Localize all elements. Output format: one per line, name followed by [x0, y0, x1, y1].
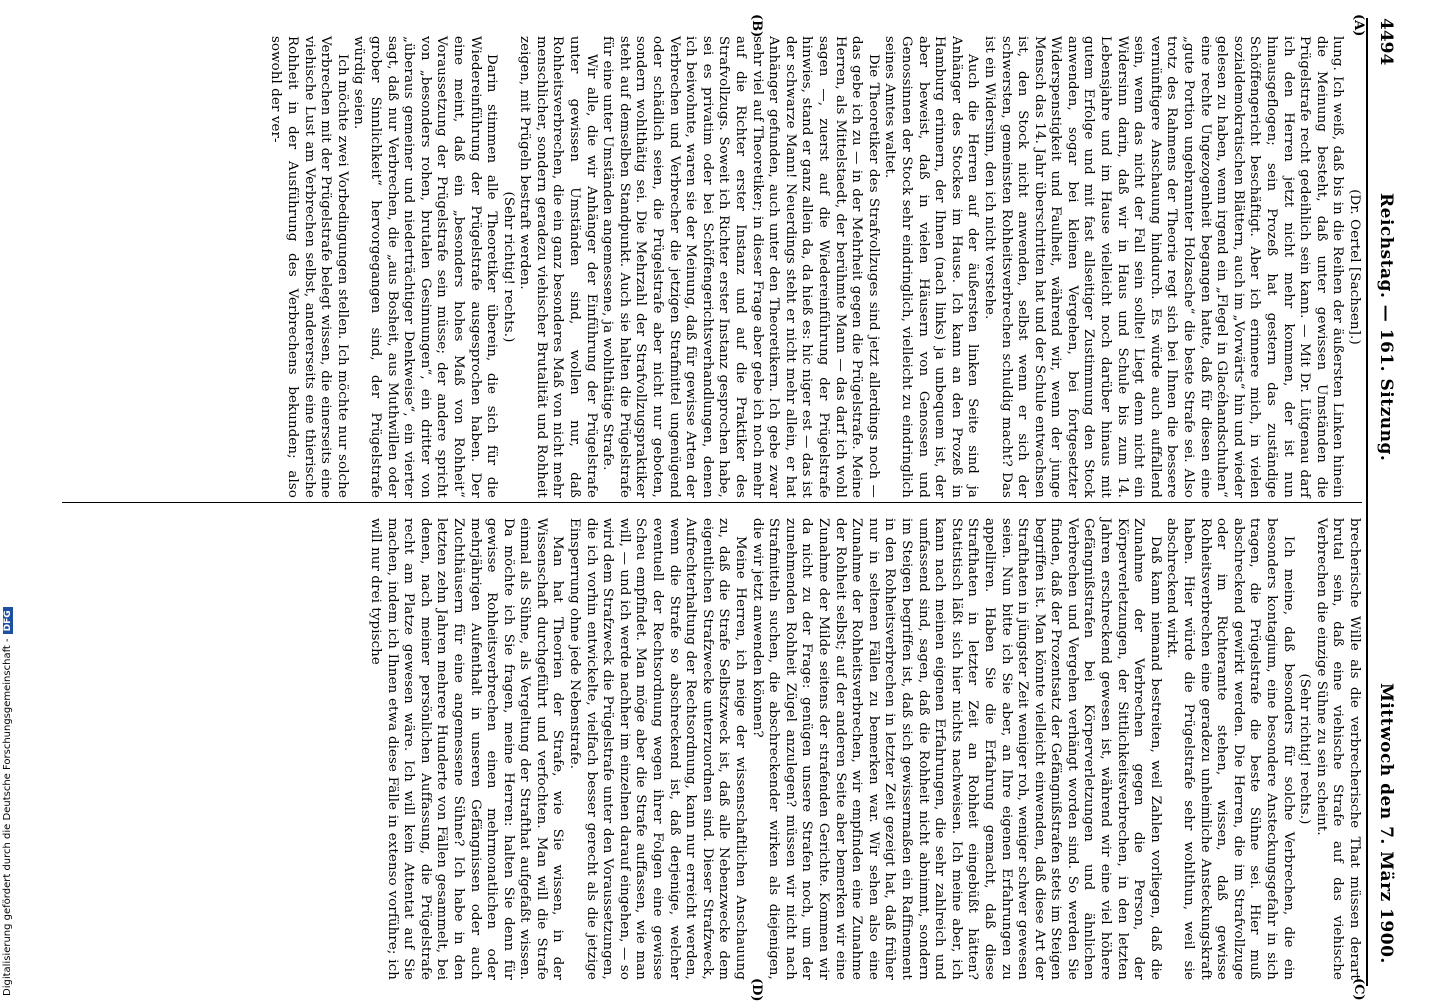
paragraph: Meine Herren, ich neige der wissenschaftlichen Anschauung zu, daß die Strafe Selbstzweck ist, daß alle Nebenzwecke dem eigentlichen Strafzwecke unterzuordnen sind. Dieser Strafzweck, Aufrechterhaltung der Rechtsordnung, kann nur erreicht werden, wenn die Strafe so abschreckend ist, daß derjenige, welcher eventuell der Rechtsordnung wegen ihrer Folgen eine gewisse Scheu empfindet. Man möge aber die Strafe auffassen, wie man will, — und ich werde nachher im einzelnen darauf eingehen, — so wird dem Strafzweck die Prügelstrafe unter den Voraussetzungen, die ich vorhin entwickelte, vielfach besser gerecht als die jetzige Einsperrung ohne jede Nebenstrafe. [567, 518, 749, 980]
dfg-logo: DFG [3, 607, 13, 634]
paragraph: Die Theoretiker des Strafvollzuges sind jetzt allerdings noch — das gebe ich zu — in der Mehrheit gegen die Prügelstrafe. Meine Herren, als Mittelstaedt, der berühmte Mann — das darf ich wohl sagen —, zuerst auf die Wiedereinführung der Prügelstrafe hinwies, stand er ganz allein da, da hieß es: hic niger est — das ist der schwarze Mann! Neuerdings steht er nicht mehr allein, er hat Anhänger gefunden, auch unter den Theoretikern. Ich gebe zwar sehr viel auf Theoretiker; in dieser Frage aber gebe ich noch mehr auf die Richter erster Instanz und auf die Praktiker des Strafvollzugs. Soweit ich Richter erster Instanz gesprochen habe, sei es privatim oder bei Schöffengerichtsverhandlungen, denen ich beiwohnte, waren sie der Meinung, daß für gewisse Arten der Verbrechen und Verbrecher die jetzigen Strafmittel ungenügend oder schädlich seien, die Prügelstrafe aber nicht nur geboten, sondern wohlthätig sei. Die Mehrzahl der Strafvollzugspraktiker steht auf demselben Standpunkt. Auch sie halten die Prügelstrafe für eine unter Umständen angemessene, ja wohlthätige Strafe. [600, 36, 881, 498]
paragraph: Wir alle, die wir Anhänger der Einführung der Prügelstrafe unter gewissen Umständen sind, wollen nur, daß Rohheitsverbrechen, die ein ganz besonderes Maß von nicht mehr menschlicher, sondern geradezu viehischer Brutalität und Rohheit zeigen, mit Prügeln bestraft werden. [517, 36, 599, 498]
credit-text: Digitalisierung gefördert durch die Deutsche Forschungsgemeinschaft - [2, 638, 13, 996]
paragraph: Daß kann niemand bestreiten, weil Zahlen vorliegen, daß die Zunahme der Verbrechen gegen die Person, der Körperverletzungen, der Sittlichkeitsverbrechen, in den letzten Jahren erschreckend gewesen ist, während wir eine viel höhere Gefängnißstrafen bei Körperverletzungen und ähnlichen Verbrechen und Vergehen verhängt worden sind. So werden Sie finden, daß der Prozentsatz der Gefängnißstrafen stets im Steigen begriffen ist. Man könnte vielleicht einwenden, daß diese Art der Strafthaten in jüngster Zeit weniger roh, weniger schwer gewesen seien. Nun bitte ich Sie aber, an Ihre eigenen Erfahrungen zu appelliren. Haben Sie die Erfahrung gemacht, daß diese Strafthaten in letzter Zeit an Rohheit eingebüßt hätten? Statistisch läßt sich hier nichts nachweisen. Ich meine aber, ich kann nach meinen eigenen Erfahrungen, die sehr zahlreich und umfassend sind, sagen, daß die Rohheit nicht abnimmt, sondern im Steigen begriffen ist, daß sich gewissermaßen ein Raffinement in den Rohheitsverbrechen in letzter Zeit gezeigt hat, daß früher nur in seltenen Fällen zu bemerken war. Wir sehen also eine Zunahme der Rohheitsverbrechen, wir empfinden eine Zunahme der Rohheit selbst; auf der anderen Seite aber bemerken wir eine Zunahme der Milde seitens der strafenden Gerichte. Kommen wir da nicht zu der Frage: genügen unsere Strafen noch, um der zunehmenden Rohheit Zügel anzulegen? müssen wir nicht nach Strafmitteln suchen, die abschreckender wirken als diejenigen, die wir jetzt anwenden können? [749, 518, 1163, 980]
right-column [366, 518, 1362, 980]
digitization-credit [2, 607, 13, 996]
speaker-line: (Dr. Oertel [Sachsen].) [1347, 189, 1362, 345]
paragraph: Auch die Herren auf der äußersten linken Seite sind ja Anhänger des Stockes im Hause. Ich kann an den Prozeß in Hamburg erinnern, der Ihnen (nach links) ja unbequem ist, der aber beweist, daß in vielen Häusern von Genossen und Genossinnen der Stock sehr eindringlich, vielleicht zu eindringlich seines Amtes waltet. [882, 36, 981, 498]
paragraph: Man hat Theorien der Strafe, wie Sie wissen, in der Wissenschaft durchgeführt und verfochten. Man will die Strafe einmal als Sühne, als Vergeltung der Strafthat aufgefaßt wissen. Da möchte ich Sie fragen, meine Herren: halten Sie denn für gewisse Rohheitsverbrechen einen mehrmonatlichen oder mehrjährigen Aufenthalt in unseren Gefängnissen oder auch Zuchthäusern für eine angemessene Sühne? Ich habe in den letzten zehn Jahren mehrere Hunderte von Fällen gesammelt, bei denen, nach meiner persönlichen Auffassung, die Prügelstrafe recht am Platze gewesen wäre. Ich will kein Attentat auf Sie machen, indem ich Ihnen etwa diese Fälle in extenso vorführe; ich will nur drei typische [367, 518, 566, 980]
paragraph: Ich möchte zwei Vorbedingungen stellen. Ich möchte nur solche Verbrechen mit der Prügelstrafe belegt wissen, die einerseits eine viehische Lust am Verbrechen selbst, andererseits eine thierische Rohheit in der Ausführung des Verbrechens bekunden; also sowohl der ver- [268, 36, 350, 498]
paragraph: brecherische Wille als die verbrecherische That müssen derart brutal sein, daß eine viehische Strafe auf das viehische Verbrechen die einzige Sühne zu sein scheint. [1313, 518, 1362, 980]
header-date: Mittwoch den 7. März 1900. [1376, 683, 1396, 964]
header-title: Reichstag. — 161. Sitzung. [1376, 193, 1396, 462]
interjection: (Sehr richtig! rechts.) [1297, 673, 1313, 825]
interjection: (Sehr richtig! rechts.) [500, 191, 516, 343]
column-divider [62, 502, 1362, 503]
margin-mark-b: (B) [749, 14, 764, 38]
margin-mark-d: (D) [749, 978, 764, 1002]
rotated-page [58, 14, 1398, 1002]
paragraph: Darin stimmen alle Theoretiker überein, die sich für die Wiedereinführung der Prügelstrafe ausgesprochen haben. Der eine meint, daß ein „besonders hohes Maß von Rohheit“ Voraussetzung der Prügelstrafe sein müsse; der andere spricht von „besonders rohen, brutalen Gesinnungen“, ein dritter von „überaus gemeiner und niederträchtiger Denkweise“, ein vierter sagt, daß nur Verbrechen, die „aus Bosheit, aus Muthwillen oder grober Sinnlichkeit“ hervorgegangen sind, der Prügelstrafe würdig seien. [351, 36, 500, 498]
page-header [1368, 18, 1398, 986]
page-number: 4494 [1376, 18, 1396, 66]
margin-mark-c: (C) [1351, 978, 1366, 1001]
paragraph: Ich meine, daß besonders für solche Verbrechen, die ein besonders kontagium, eine besondere Ansteckungsgefahr in sich tragen, die Prügelstrafe die beste Sühne sei. Hier muß abschreckend gewirkt werden. Die Herren, die im Strafvollzuge oder im Richteramte stehen, wissen, daß gewisse Rohheitsverbrechen eine geradezu unheimliche Ansteckungskraft haben. Hier würde die Prügelstrafe sehr wohlthun, weil sie abschreckend wirkt. [1164, 518, 1296, 980]
left-column [267, 36, 1362, 498]
header-rule [1366, 18, 1368, 986]
paragraph: lung. Ich weiß, daß bis in die Reihen der äußersten Linken hinein die Meinung besteht, daß unter gewissen Umständen die Prügelstrafe recht gedeihlich sein kann. — Mit Dr. Lütgenau darf ich den Herren jetzt nicht mehr kommen, der ist nun hinausgeflogen; sein Prozeß hat gestern das zuständige Schöffengericht beschäftigt. Aber ich erinnere mich, in vielen sozialdemokratischen Blättern, auch im „Vorwärts“ hin und wieder gelesen zu haben, wenn irgend ein „Flegel in Glacéhandschuhen“ eine rechte Ungezogenheit begangen hatte, daß für diesen eine „gute Portion ungebrannter Holzasche“ die beste Strafe sei. Also trotz des Rahmens der Theorie regt sich bei Ihnen die bessere vernünftigere Anschauung hindurch. Es würde auch auffallend sein, wenn das nicht der Fall sein sollte! Liegt denn nicht ein Widersinn darin, daß wir in Haus und Schule bis zum 14. Lebensjahre und im Hause vielleicht noch darüber hinaus mit gutem Erfolge und mit fast allseitiger Zustimmung den Stock anwenden, sogar bei kleinen Vergehen, bei fortgesetzter Widerspenstigkeit und Faulheit, während wir, wenn der junge Mensch das 14. Jahr überschritten hat und der Schule entwachsen ist, den Stock nicht anwenden, selbst wenn er sich der schwersten, gemeinsten Rohheitsverbrechen schuldig macht? Das ist ein Widersinn, den ich nicht verstehe. [981, 36, 1346, 498]
margin-mark-a: (A) [1351, 14, 1366, 37]
